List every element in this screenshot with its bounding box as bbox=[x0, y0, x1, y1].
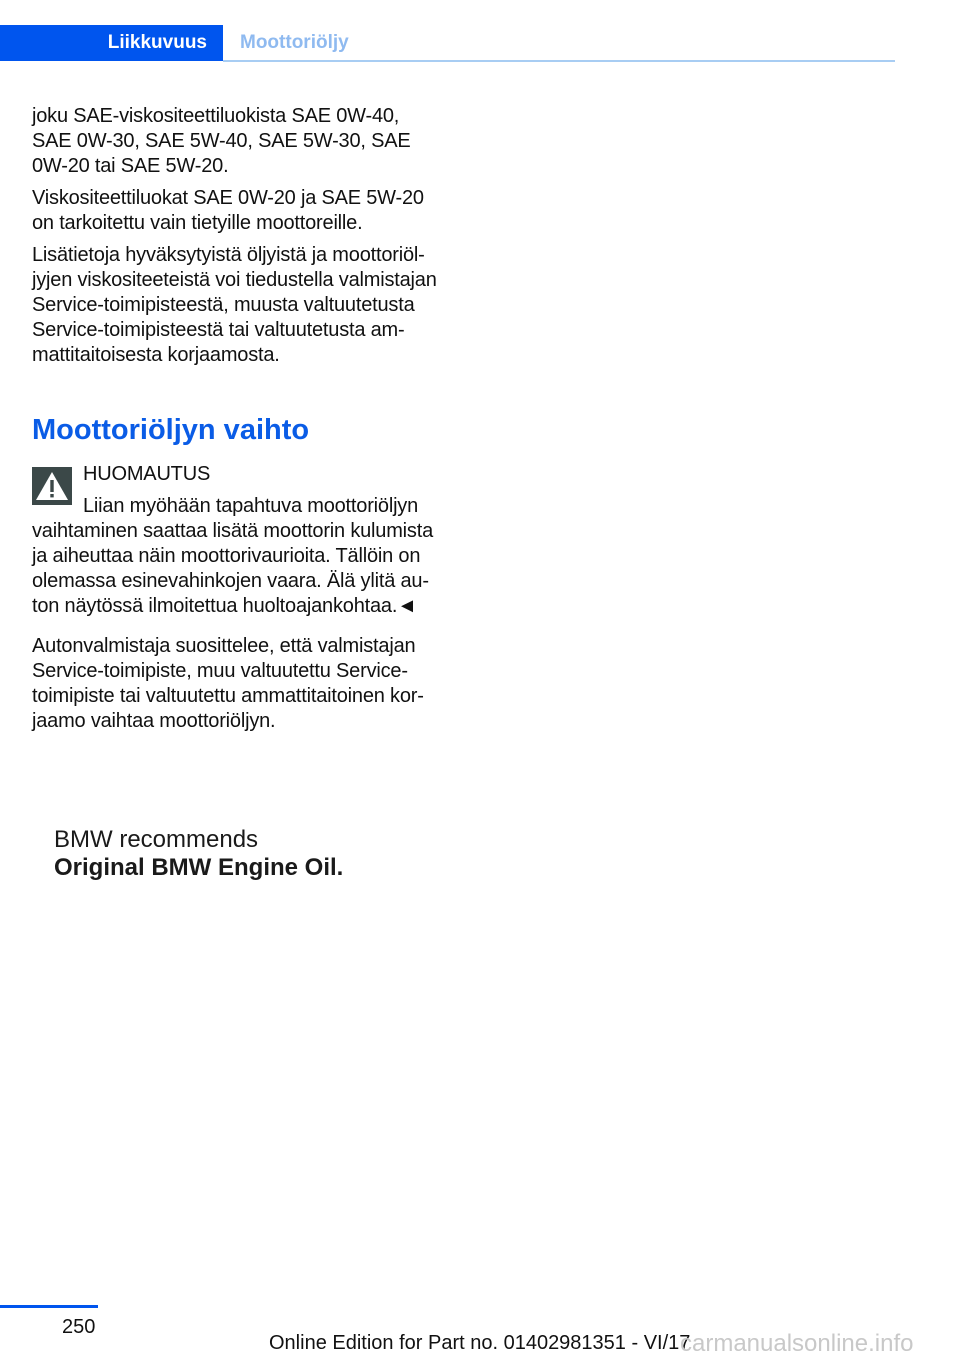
text-line: Service-toimipiste, muu valtuutettu Service- bbox=[32, 660, 408, 682]
text-line: Viskositeettiluokat SAE 0W-20 ja SAE 5W-20 bbox=[32, 187, 424, 209]
text-line: joku SAE-viskositeettiluokista SAE 0W-40, bbox=[32, 105, 400, 127]
text-line: jaamo vaihtaa moottoriöljyn. bbox=[32, 710, 276, 732]
text-line: Liian myöhään tapahtuva moottoriöljyn bbox=[83, 495, 419, 517]
tab-label: Liikkuvuus bbox=[107, 32, 207, 53]
text-line: toimipiste tai valtuutettu ammattitaitoinen kor- bbox=[32, 685, 424, 707]
warning-text bbox=[0, 494, 460, 619]
text-line: SAE 0W-30, SAE 5W-40, SAE 5W-30, SAE bbox=[32, 130, 411, 152]
text-line: mattitaitoisesta korjaamosta. bbox=[32, 344, 280, 366]
text-line: ton näytössä ilmoitettua huoltoajankohtaa.◄ bbox=[32, 595, 417, 617]
bmw-oil-ad bbox=[54, 826, 343, 882]
tab-liikkuvuus[interactable] bbox=[0, 25, 223, 61]
text-line: jyjen viskositeeteistä voi tiedustella valmistajan bbox=[32, 269, 437, 291]
header-divider bbox=[223, 60, 895, 62]
section-heading: Moottoriöljyn vaihto bbox=[32, 414, 310, 446]
paragraph-viscosity-classes bbox=[32, 104, 411, 179]
text-line: Service-toimipisteestä, muusta valtuutetusta bbox=[32, 294, 415, 316]
ad-line-bold: Original BMW Engine Oil. bbox=[54, 854, 344, 881]
watermark: carmanualsonline.info bbox=[680, 1330, 914, 1357]
text-line: ja aiheuttaa näin moottorivaurioita. Tällöin on bbox=[32, 545, 421, 567]
tab-label: Moottoriöljy bbox=[240, 32, 349, 53]
tab-moottorioljy[interactable] bbox=[240, 25, 349, 61]
paragraph-recommendation bbox=[32, 634, 424, 734]
footer-divider bbox=[0, 1305, 98, 1308]
text-line: Service-toimipisteestä tai valtuutetusta am- bbox=[32, 319, 405, 341]
text-line: Autonvalmistaja suosittelee, että valmistajan bbox=[32, 635, 416, 657]
text-line: 0W-20 tai SAE 5W-20. bbox=[32, 155, 229, 177]
paragraph-specific-engines bbox=[32, 186, 424, 236]
edition-text: Online Edition for Part no. 01402981351 - VI/17 bbox=[269, 1332, 691, 1354]
text-line: olemassa esinevahinkojen vaara. Älä ylitä au- bbox=[32, 570, 429, 592]
text-line: on tarkoitettu vain tietyille moottoreille. bbox=[32, 212, 363, 234]
text-line: Lisätietoja hyväksytyistä öljyistä ja moottoriöl- bbox=[32, 244, 425, 266]
warning-title: HUOMAUTUS bbox=[83, 463, 211, 485]
paragraph-more-info bbox=[32, 243, 437, 368]
text-line: vaihtaminen saattaa lisätä moottorin kulumista bbox=[32, 520, 434, 542]
page-number: 250 bbox=[62, 1316, 96, 1338]
ad-line: BMW recommends bbox=[54, 826, 259, 853]
